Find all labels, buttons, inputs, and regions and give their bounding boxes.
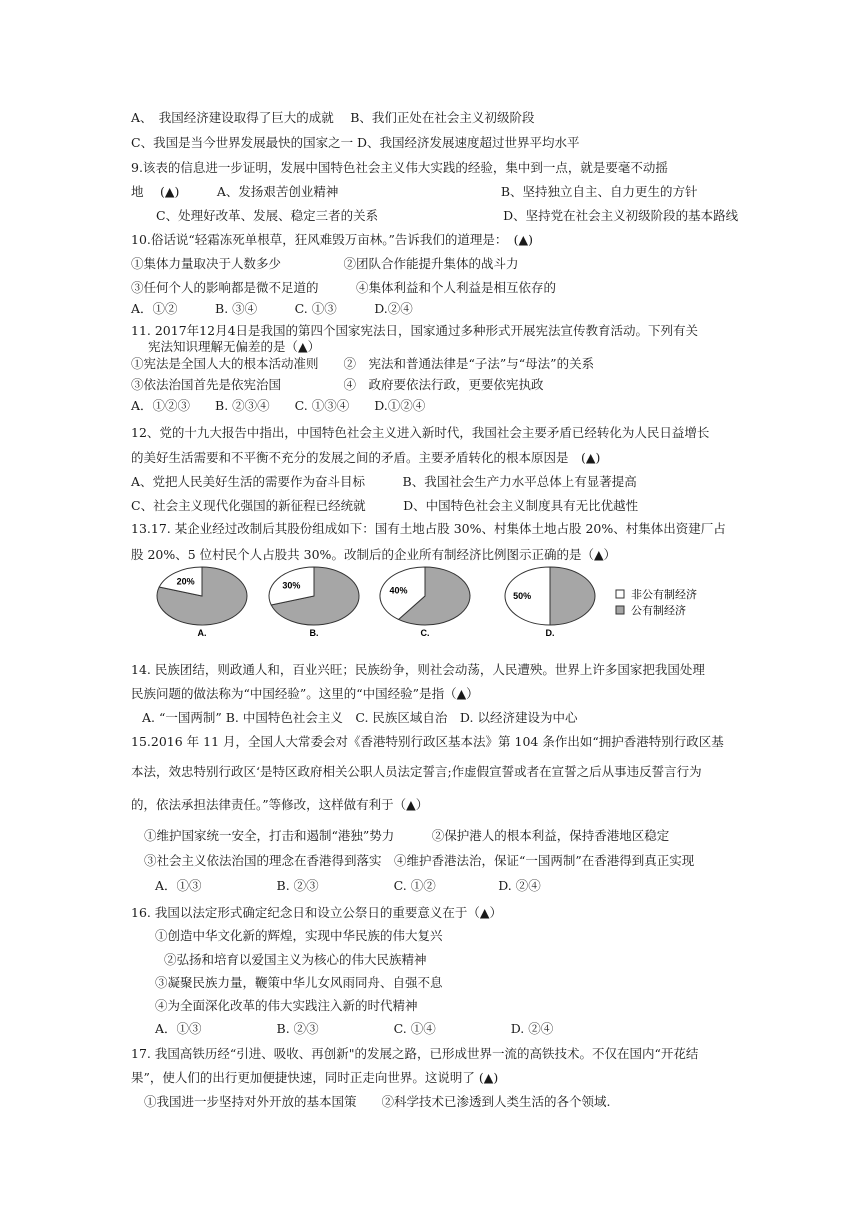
- text-line: 9.该表的信息进一步证明，发展中国特色社会主义伟大实践的经验，集中到一点，就是要毫不动摇: [131, 160, 668, 175]
- text-line: 16. 我国以法定形式确定纪念日和设立公祭日的重要意义在于（▲）: [131, 905, 502, 920]
- pie-option-label: A.: [197, 628, 207, 638]
- text-line: ③依法治国首先是依宪治国 ④ 政府要依法行政，更要依宪执政: [131, 377, 544, 392]
- text-line: ③任何个人的影响都是微不足道的 ④集体利益和个人利益是相互依存的: [131, 280, 557, 295]
- text-line: C、我国是当今世界发展最快的国家之一 D、我国经济发展速度超过世界平均水平: [131, 135, 580, 150]
- pie-percent-label: 20%: [176, 576, 195, 587]
- legend-swatch-public: [616, 606, 624, 614]
- text-line: 10.俗话说“轻霜冻死单根草，狂风难毁万亩林。”告诉我们的道理是： (▲): [131, 232, 534, 247]
- text-line: 的美好生活需要和不平衡不充分的发展之间的矛盾。主要矛盾转化的根本原因是 (▲): [131, 450, 601, 465]
- text-line: ①集体力量取决于人数多少 ②团队合作能提升集体的战斗力: [131, 256, 519, 271]
- text-line: A．①③ B. ②③ C. ①④ D. ②④: [155, 1021, 554, 1036]
- pie-percent-label: 40%: [389, 585, 408, 596]
- text-line: A．①③ B. ②③ C. ①② D. ②④: [155, 878, 541, 893]
- text-line: 股 20%、5 位村民个人占股共 30%。改制后的企业所有制经济比例图示正确的是（▲）: [131, 547, 617, 562]
- text-line: 15.2016 年 11 月，全国人大常委会对《香港特别行政区基本法》第 104 条作出如“拥护香港特别行政区基: [131, 734, 724, 749]
- text-line: 的，依法承担法律责任。”等修改，这样做有利于（▲）: [131, 797, 429, 812]
- pie-chart-options: [150, 566, 730, 642]
- text-line: ①宪法是全国人大的根本活动准则 ② 宪法和普通法律是“子法”与“母法”的关系: [131, 356, 595, 371]
- pie-option-label: C.: [420, 628, 430, 638]
- text-line: A、党把人民美好生活的需要作为奋斗目标 B、我国社会生产力水平总体上有显著提高: [131, 474, 637, 489]
- text-line: ③社会主义依法治国的理念在香港得到落实 ④维护香港法治，保证“一国两制”在香港得到真正实现: [144, 853, 695, 868]
- pie-option-label: B.: [309, 628, 319, 638]
- text-line: 12、党的十九大报告中指出，中国特色社会主义进入新时代，我国社会主要矛盾已经转化为人民日益增长: [131, 425, 710, 440]
- text-line: ③凝聚民族力量，鞭策中华儿女风雨同舟、自强不息: [155, 975, 443, 990]
- text-line: ①维护国家统一安全，打击和遏制“港独”势力 ②保护港人的根本利益，保持香港地区稳定: [144, 828, 670, 843]
- text-line: C、社会主义现代化强国的新征程已经统就 D、中国特色社会主义制度具有无比优越性: [131, 498, 639, 513]
- text-line: 本法，效忠特别行政区‘是特区政府相关公职人员法定誓言;作虚假宣誓或者在宣誓之后从事违反誓言行为: [131, 764, 702, 779]
- text-line: 宪法知识理解无偏差的是（▲）: [148, 339, 321, 354]
- text-line: ①我国进一步坚持对外开放的基本国策 ②科学技术已渗透到人类生活的各个领域.: [144, 1094, 611, 1109]
- legend-label-public: 公有制经济: [631, 604, 686, 617]
- text-line: 果”，使人们的出行更加便捷快速，同时正走向世界。这说明了 (▲): [131, 1070, 499, 1085]
- text-line: ②弘扬和培育以爱国主义为核心的伟大民族精神: [164, 952, 427, 967]
- text-line: 民族问题的做法称为“中国经验”。这里的“中国经验”是指（▲）: [131, 686, 479, 701]
- text-line: A．①② B. ③④ C. ①③ D.②④: [131, 301, 413, 316]
- text-line: 11. 2017年12月4日是我国的第四个国家宪法日，国家通过多种形式开展宪法宣传教育活动。下列有关: [131, 323, 699, 338]
- text-line: 地 (▲) A、发扬艰苦创业精神 B、坚持独立自主、自力更生的方针: [131, 184, 698, 199]
- legend-label-non-public: 非公有制经济: [631, 588, 697, 601]
- pie-percent-label: 30%: [282, 580, 301, 591]
- text-line: 13.17. 某企业经过改制后其股份组成如下：国有土地占股 30%、村集体土地占股 20%、村集体出资建厂占: [131, 521, 726, 536]
- text-line: 17. 我国高铁历经“引进、吸收、再创新"的发展之路，已形成世界一流的高铁技术。不仅在国内“开花结: [131, 1046, 699, 1061]
- text-line: A、 我国经济建设取得了巨大的成就 B、我们正处在社会主义初级阶段: [131, 110, 535, 125]
- legend-swatch-non-public: [616, 590, 624, 598]
- pie-percent-label: 50%: [513, 591, 532, 601]
- text-line: ①创造中华文化新的辉煌，实现中华民族的伟大复兴: [155, 928, 443, 943]
- pie-option-label: D.: [545, 628, 555, 638]
- pie-slice-public: [550, 567, 595, 625]
- text-line: ④为全面深化改革的伟大实践注入新的时代精神: [155, 998, 418, 1013]
- text-line: C、处理好改革、发展、稳定三者的关系 D、坚持党在社会主义初级阶段的基本路线: [131, 208, 739, 223]
- text-line: A. “一国两制” B. 中国特色社会主义 C. 民族区域自治 D. 以经济建设为中心: [142, 710, 578, 725]
- text-line: 14. 民族团结，则政通人和，百业兴旺；民族纷争，则社会动荡，人民遭殃。世界上许多国家把我国处理: [131, 662, 705, 677]
- text-line: A．①②③ B. ②③④ C. ①③④ D.①②④: [131, 398, 426, 413]
